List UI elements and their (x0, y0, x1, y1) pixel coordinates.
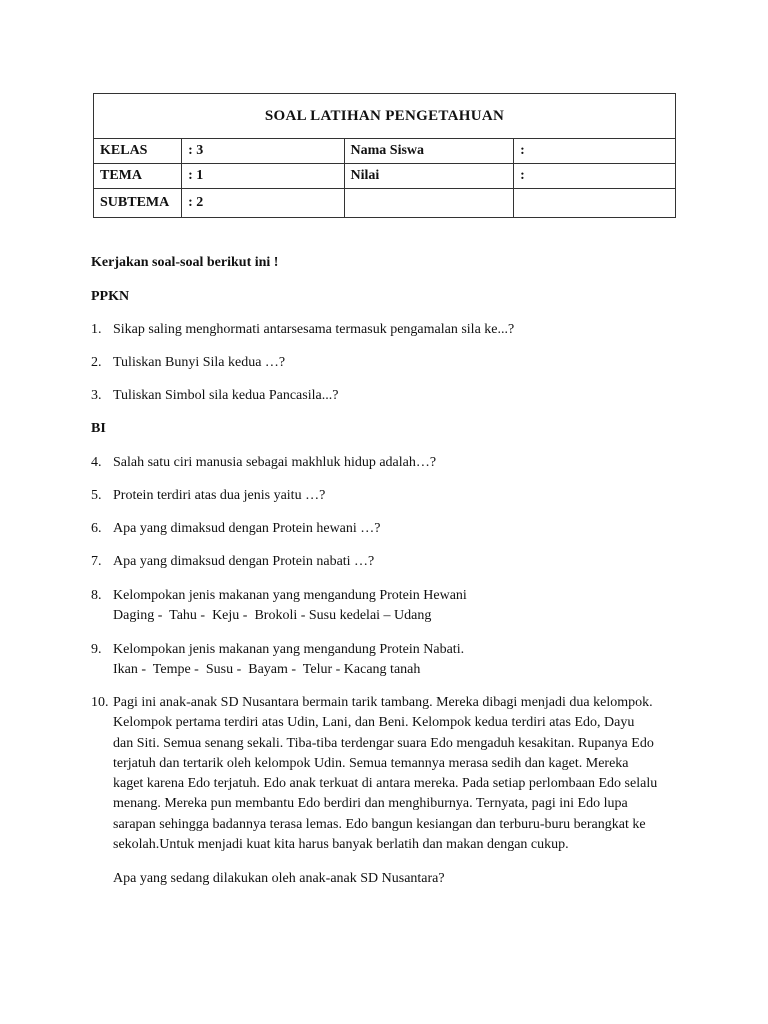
question-text: Tuliskan Bunyi Sila kedua …? (113, 355, 286, 370)
question-text: Salah satu ciri manusia sebagai makhluk hidup adalah…? (113, 455, 437, 470)
worksheet-title: SOAL LATIHAN PENGETAHUAN (94, 94, 676, 139)
question-number: 6. (91, 521, 102, 536)
header-table (93, 93, 676, 218)
question-number: 7. (91, 554, 102, 569)
question-number: 1. (91, 322, 102, 337)
subtema-value: : 2 (182, 189, 344, 218)
section-bi: BI (91, 421, 106, 436)
question-item (91, 486, 691, 506)
nama-siswa-label: Nama Siswa (344, 139, 514, 164)
question-item (91, 353, 691, 373)
question-number: 4. (91, 455, 102, 470)
question-text: Apa yang dimaksud dengan Protein hewani …? (113, 521, 381, 536)
question-text: Apa yang dimaksud dengan Protein nabati …? (113, 554, 375, 569)
question-item (91, 320, 691, 340)
kelas-label: KELAS (94, 139, 182, 164)
question-item (91, 386, 691, 406)
question-item (91, 586, 691, 626)
question-number: 3. (91, 388, 102, 403)
question-number: 2. (91, 355, 102, 370)
question-passage: Pagi ini anak-anak SD Nusantara bermain tarik tambang. Mereka dibagi menjadi dua kelompok. Kelompok pertama terdiri atas Udin, Lani, dan Beni. Kelompok kedua terdiri atas Edo, Dayu dan Siti. Semua senang sekali. Tiba-tiba terdengar suara Edo mengaduh kesakitan. Rupanya Edo terjatuh dan tertarik oleh kelompok Udin. Semua temannya merasa sedih dan kaget. Mereka kaget karena Edo terjatuh. Edo anak terkuat di antara mereka. Pada setiap perlombaan Edo selalu menang. Mereka pun membantu Edo berdiri dan menghiburnya. Ternyata, pagi ini Edo lupa sarapan sehingga badannya terasa lemas. Edo bangun kesiangan dan terburu-buru berangkat ke sekolah.Untuk menjadi kuat kita harus banyak berlatih dan makan dengan cukup. (113, 695, 658, 853)
question-number: 9. (91, 642, 102, 657)
question-text: Kelompokan jenis makanan yang mengandung Protein Nabati. (113, 642, 465, 657)
tema-value: : 1 (182, 164, 344, 189)
question-options: Daging - Tahu - Keju - Brokoli - Susu kedelai – Udang (113, 608, 432, 623)
kelas-value: : 3 (182, 139, 344, 164)
question-text: Tuliskan Simbol sila kedua Pancasila...? (113, 388, 339, 403)
question-item (91, 552, 691, 572)
question-text: Sikap saling menghormati antarsesama termasuk pengamalan sila ke...? (113, 322, 515, 337)
subtema-label: SUBTEMA (94, 189, 182, 218)
question-item (91, 519, 691, 539)
nama-siswa-value: : (514, 139, 676, 164)
section-ppkn: PPKN (91, 289, 130, 304)
question-text: Kelompokan jenis makanan yang mengandung Protein Hewani (113, 588, 467, 603)
question-number: 10. (91, 695, 109, 710)
question-item (91, 640, 691, 680)
empty-cell-value (514, 189, 676, 218)
nilai-label: Nilai (344, 164, 514, 189)
question-text: Protein terdiri atas dua jenis yaitu …? (113, 488, 326, 503)
question-number: 5. (91, 488, 102, 503)
empty-cell-label (344, 189, 514, 218)
tema-label: TEMA (94, 164, 182, 189)
question-prompt: Apa yang sedang dilakukan oleh anak-anak SD Nusantara? (113, 871, 445, 887)
question-item (91, 453, 691, 473)
question-options: Ikan - Tempe - Susu - Bayam - Telur - Kacang tanah (113, 662, 421, 677)
instruction-text: Kerjakan soal-soal berikut ini ! (91, 255, 279, 270)
question-number: 8. (91, 588, 102, 603)
nilai-value: : (514, 164, 676, 189)
question-item (91, 693, 691, 890)
